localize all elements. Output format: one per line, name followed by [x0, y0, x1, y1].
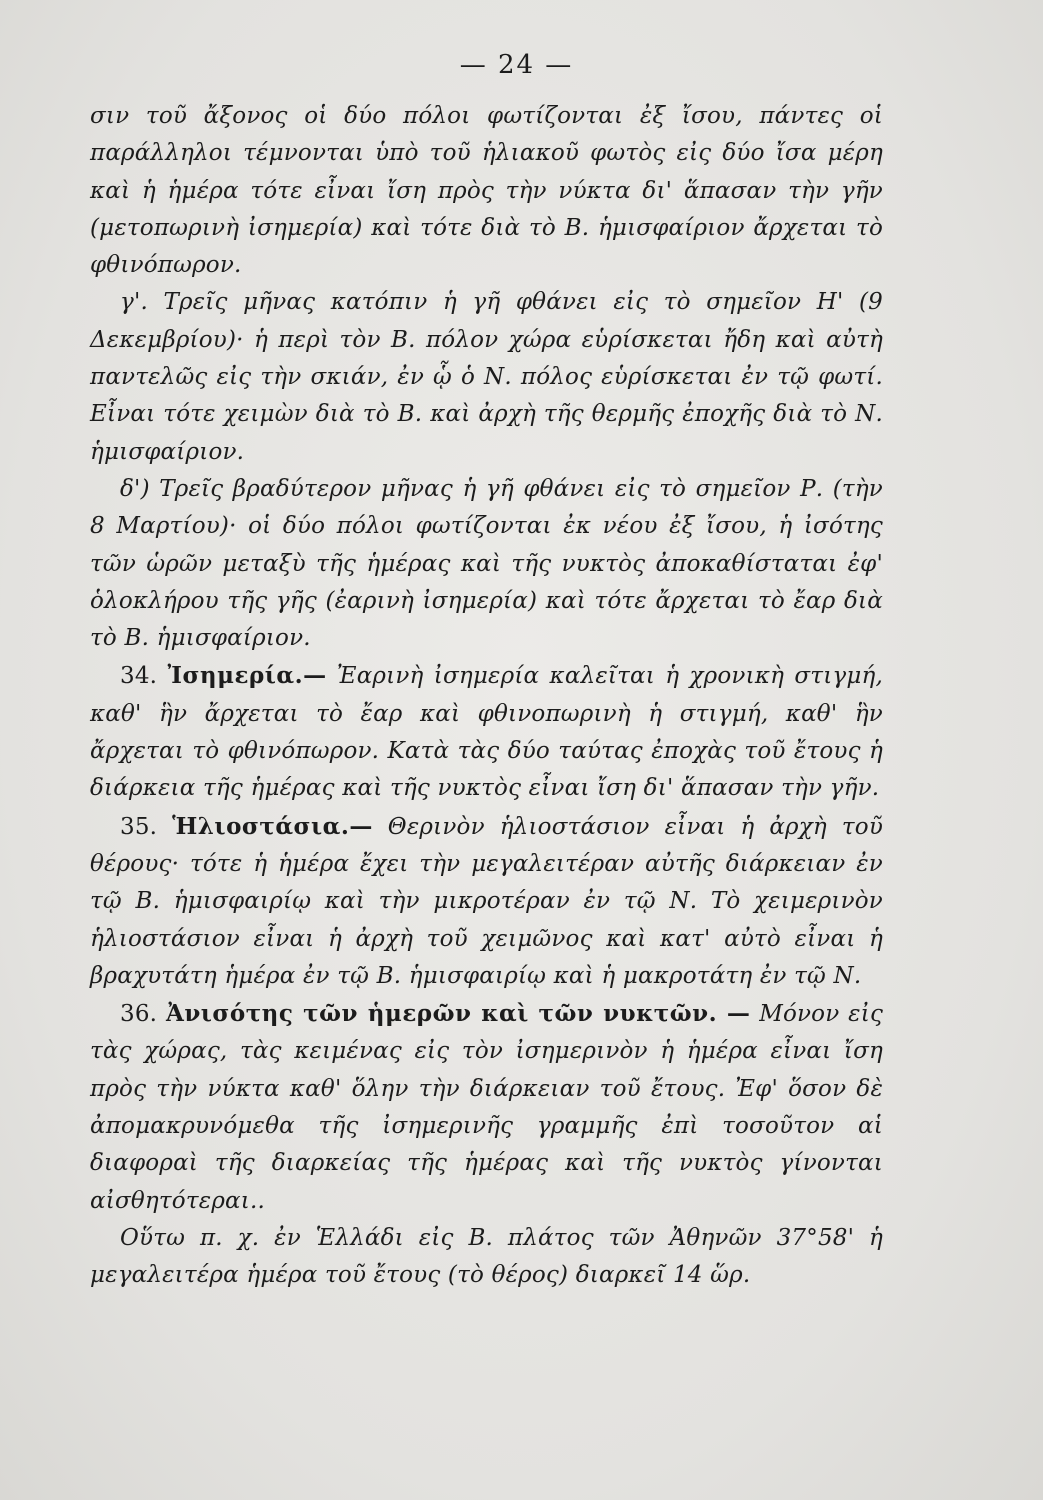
section-heading: Ἰσημερία.— — [167, 662, 327, 690]
section-number: 35. — [120, 813, 158, 840]
paragraph-spring: δ') Τρεῖς βραδύτερον μῆνας ἡ γῆ φθάνει εἰς τὸ σημεῖον Ρ. (τὴν 8 Μαρτίου)· οἱ δύο πόλοι φωτίζονται ἐκ νέου ἐξ ἴσου, ἡ ἰσότης τῶν ὡρῶν μεταξὺ τῆς ἡμέρας καὶ τῆς νυκτὸς ἀποκαθίσταται ἐφ' ὁλοκλήρου τῆς γῆς (ἐαρινὴ ἰσημερία) καὶ τότε ἄρχεται τὸ ἔαρ διὰ τὸ Β. ἡμισφαίριον. — [90, 475, 883, 652]
section-number: 36. — [120, 1001, 158, 1028]
section-35-solstices — [90, 808, 883, 995]
section-heading: Ἀνισότης τῶν ἡμερῶν καὶ τῶν νυκτῶν. — — [165, 1000, 751, 1028]
section-body: Μόνον εἰς τὰς χώρας, τὰς κειμένας εἰς τὸν ἰσημερινὸν ἡ ἡμέρα εἶναι ἴση πρὸς τὴν νύκτα καθ' ὅλην τὴν διάρκειαν τοῦ ἔτους. Ἐφ' ὅσον δὲ ἀπομακρυνόμεθα τῆς ἰσημερινῆς γραμμῆς ἐπὶ τοσοῦτον αἱ διαφοραὶ τῆς διαρκείας τῆς ἡμέρας καὶ τῆς νυκτὸς γίνονται αἰσθητότεραι.. — [90, 1001, 884, 1214]
section-number: 34. — [120, 663, 158, 690]
section-36-inequality — [90, 995, 883, 1220]
page-number: — 24 — — [459, 50, 574, 80]
paragraph-athens-example: Οὕτω π. χ. ἐν Ἑλλάδι εἰς Β. πλάτος τῶν Ἀθηνῶν 37°58' ἡ μεγαλειτέρα ἡμέρα τοῦ ἔτους (τὸ θέρος) διαρκεῖ 14 ὥρ. — [90, 1224, 883, 1289]
paragraph-winter: γ'. Τρεῖς μῆνας κατόπιν ἡ γῆ φθάνει εἰς τὸ σημεῖον Η' (9 Δεκεμβρίου)· ἡ περὶ τὸν Β. πόλον χώρα εὑρίσκεται ἤδη καὶ αὐτὴ παντελῶς εἰς τὴν σκιάν, ἐν ᾧ ὁ Ν. πόλος εὑρίσκεται ἐν τῷ φωτί. Εἶναι τότε χειμὼν διὰ τὸ Β. καὶ ἀρχὴ τῆς θερμῆς ἐποχῆς διὰ τὸ Ν. ἡμισφαίριον. — [90, 289, 883, 465]
section-body: Ἐαρινὴ ἰσημερία καλεῖται ἡ χρονικὴ στιγμή, καθ' ἣν ἄρχεται τὸ ἔαρ καὶ φθινοπωρινὴ ἡ στιγμή, καθ' ἣν ἄρχεται τὸ φθινόπωρον. Κατὰ τὰς δύο ταύτας ἐποχὰς τοῦ ἔτους ἡ διάρκεια τῆς ἡμέρας καὶ τῆς νυκτὸς εἶναι ἴση δι' ἅπασαν τὴν γῆν. — [90, 663, 884, 802]
paragraph-autumn: σιν τοῦ ἄξονος οἱ δύο πόλοι φωτίζονται ἐξ ἴσου, πάντες οἱ παράλληλοι τέμνονται ὑπὸ τοῦ ἡλιακοῦ φωτὸς εἰς δύο ἴσα μέρη καὶ ἡ ἡμέρα τότε εἶναι ἴση πρὸς τὴν νύκτα δι' ἅπασαν τὴν γῆν (μετοπωρινὴ ἰσημερία) καὶ τότε διὰ τὸ Β. ἡμισφαίριον ἄρχεται τὸ φθινόπωρον. — [90, 103, 883, 279]
section-34-equinox — [90, 657, 883, 807]
section-body: Θερινὸν ἡλιοστάσιον εἶναι ἡ ἀρχὴ τοῦ θέρους· τότε ἡ ἡμέρα ἔχει τὴν μεγαλειτέραν αὐτῆς διάρκειαν ἐν τῷ Β. ἡμισφαιρίῳ καὶ τὴν μικροτέραν ἐν τῷ Ν. Τὸ χειμερινὸν ἡλιοστάσιον εἶναι ἡ ἀρχὴ τοῦ χειμῶνος καὶ κατ' αὐτὸ εἶναι ἡ βραχυτάτη ἡμέρα ἐν τῷ Β. ἡμισφαιρίῳ καὶ ἡ μακροτάτη ἐν τῷ Ν. — [90, 813, 883, 989]
section-heading: Ἡλιοστάσια.— — [172, 812, 373, 840]
